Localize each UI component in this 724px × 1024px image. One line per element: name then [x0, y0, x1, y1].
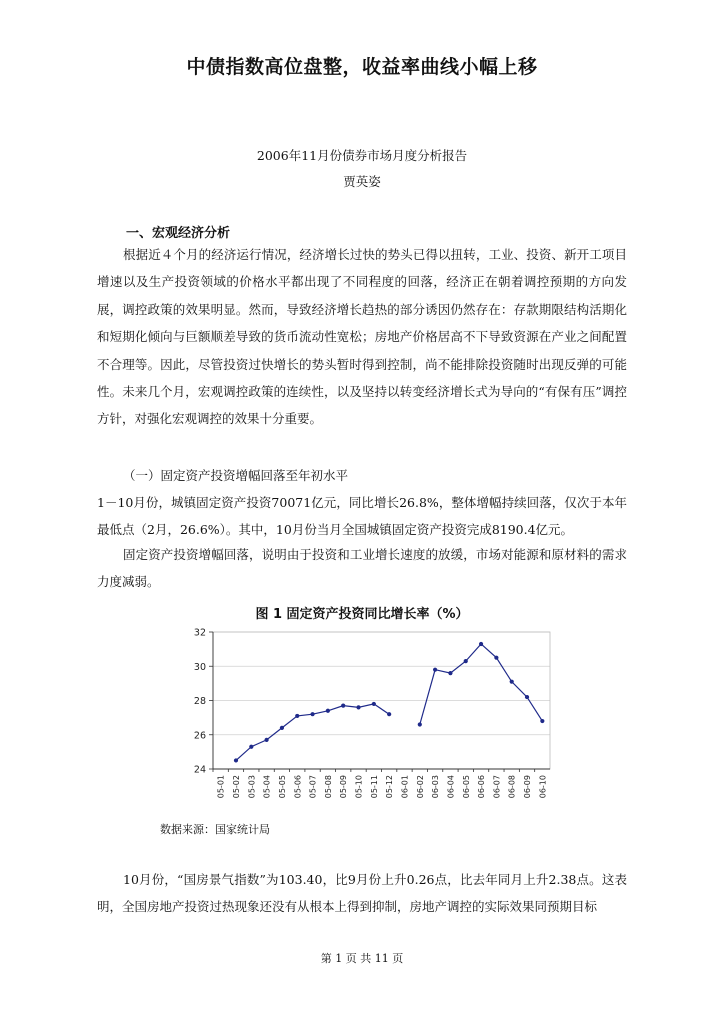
y-tick-label: 26	[193, 730, 206, 742]
section-heading-macro: 一、宏观经济分析	[126, 226, 231, 241]
x-tick-label: 05-10	[354, 775, 364, 799]
x-tick-label: 05-12	[385, 775, 395, 799]
page-footer: 第 1 页 共 11 页	[320, 952, 404, 965]
y-tick-label: 24	[193, 764, 206, 776]
y-tick-label: 32	[193, 627, 206, 639]
report-author: 贾英姿	[343, 174, 381, 189]
chart-title: 图 1 固定资产投资同比增长率（%）	[255, 607, 469, 622]
x-tick-label: 06-08	[507, 775, 517, 799]
paragraph-real-estate: 10月份，“国房景气指数”为103.40，比9月份上升0.26点，比去年同月上升2.38点。这表明，全国房地产投资过热现象还没有从根本上得到抑制，房地产调控的实际效果同预期目标	[97, 872, 627, 915]
data-point	[310, 712, 314, 716]
data-point	[372, 702, 376, 706]
paragraph-investment: 1－10月份，城镇固定资产投资70071亿元，同比增长26.8%，整体增幅持续回落，仅次于本年最低点（2月，26.6%）。其中，10月份当月全国城镇固定资产投资完成8190.4亿元。	[97, 495, 627, 538]
x-tick-label: 05-08	[323, 775, 333, 799]
x-tick-label: 05-04	[262, 775, 272, 799]
y-tick-label: 28	[193, 696, 206, 707]
data-point	[433, 668, 437, 672]
x-tick-label: 05-05	[277, 775, 287, 799]
data-point	[234, 758, 238, 762]
x-tick-label: 06-07	[492, 775, 502, 799]
data-point	[265, 738, 269, 742]
data-point	[249, 745, 253, 749]
data-point	[326, 709, 330, 713]
x-tick-label: 06-09	[523, 775, 533, 799]
investment-growth-chart	[180, 622, 560, 822]
x-tick-label: 06-04	[446, 775, 456, 799]
x-tick-label: 05-07	[308, 775, 318, 799]
data-point	[448, 671, 452, 675]
paragraph-investment-demand: 固定资产投资增幅回落，说明由于投资和工业增长速度的放缓，市场对能源和原材料的需求力度减弱。	[97, 547, 627, 590]
data-point	[387, 712, 391, 716]
x-tick-label: 05-02	[231, 775, 241, 799]
x-tick-label: 06-01	[400, 775, 410, 799]
chart-source: 数据来源：国家统计局	[160, 823, 270, 836]
data-point	[494, 656, 498, 660]
subsection-heading-investment: （一）固定资产投资增幅回落至年初水平	[123, 468, 349, 483]
x-tick-label: 05-11	[369, 775, 379, 799]
x-tick-label: 05-01	[216, 775, 226, 799]
data-point	[479, 642, 483, 646]
x-tick-label: 05-03	[247, 775, 257, 799]
x-tick-label: 06-03	[431, 775, 441, 799]
series-line	[420, 644, 543, 724]
data-point	[280, 726, 284, 730]
page-title: 中债指数高位盘整，收益率曲线小幅上移	[186, 56, 538, 78]
x-tick-label: 06-02	[415, 775, 425, 799]
data-point	[418, 722, 422, 726]
paragraph-macro: 根据近４个月的经济运行情况，经济增长过快的势头已得以扭转，工业、投资、新开工项目增速以及生产投资领域的价格水平都出现了不同程度的回落，经济正在朝着调控预期的方向发展，调控政策的效果明显。然而，导致经济增长趋热的部分诱因仍然存在：存款期限结构活期化和短期化倾向与巨额顺差导致的货币流动性宽松；房地产价格居高不下导致资源在产业之间配置不合理等。因此，尽管投资过快增长的势头暂时得到控制，尚不能排除投资随时出现反弹的可能性。未来几个月，宏观调控政策的连续性，以及坚持以转变经济增长式为导向的“有保有压”调控方针，对强化宏观调控的效果十分重要。	[97, 247, 627, 427]
x-tick-label: 05-06	[293, 775, 303, 799]
data-point	[510, 680, 514, 684]
report-subtitle: 2006年11月份债券市场月度分析报告	[256, 148, 468, 163]
x-tick-label: 06-06	[477, 775, 487, 799]
data-point	[464, 659, 468, 663]
data-point	[295, 714, 299, 718]
data-point	[341, 704, 345, 708]
y-tick-label: 30	[193, 661, 206, 673]
data-point	[356, 705, 360, 709]
x-tick-label: 06-10	[538, 775, 548, 799]
x-tick-label: 05-09	[339, 775, 349, 799]
data-point	[525, 695, 529, 699]
x-tick-label: 06-05	[461, 775, 471, 799]
data-point	[540, 719, 544, 723]
